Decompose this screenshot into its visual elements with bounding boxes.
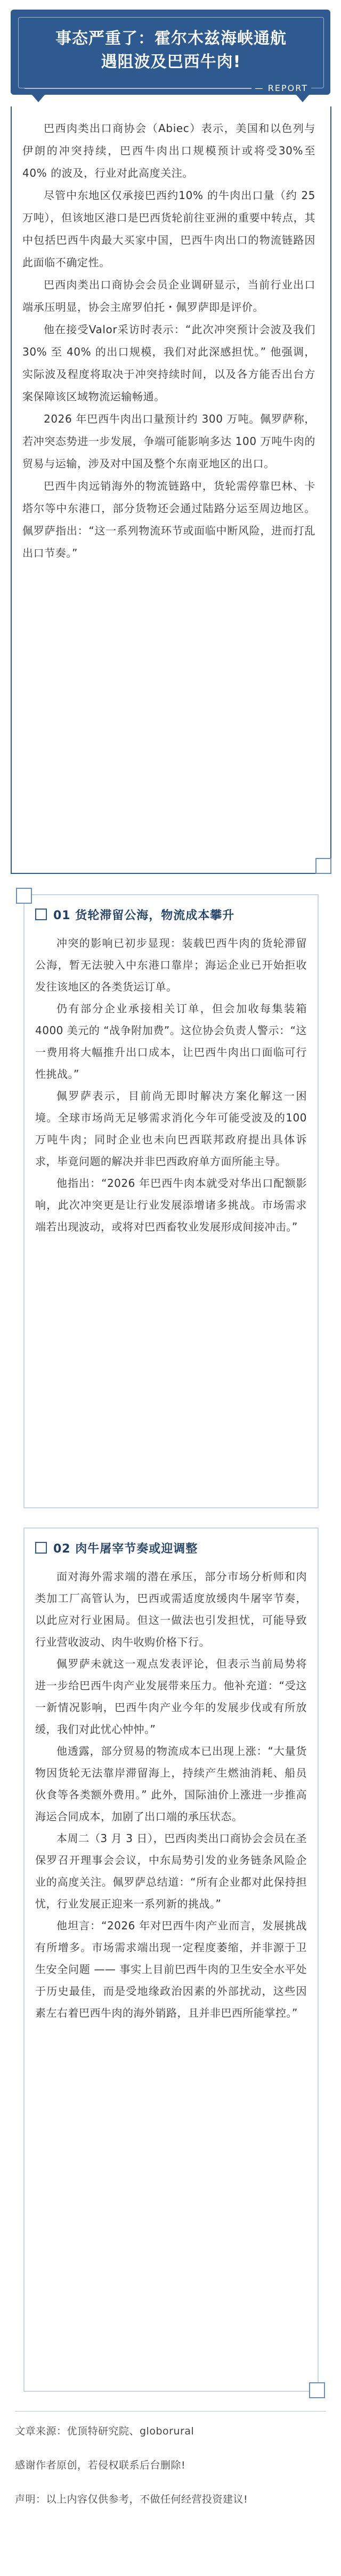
report-divider: [25, 88, 259, 89]
section-1-body: [35, 932, 307, 1238]
intro-paragraph: 巴西肉类出口商协会（Abiec）表示，美国和以色列与伊朗的冲突持续，巴西牛肉出口规模预计或将受30%至 40% 的波及，行业对此高度关注。: [22, 122, 315, 179]
corner-square-icon: [315, 858, 331, 874]
report-text: REPORT: [267, 83, 308, 93]
intro-paragraph: 尽管中东地区仅承接巴西约10% 的牛肉出口量（约 25 万吨），但该地区港口是巴西货轮前往亚洲的重要中转点，其中包括巴西牛肉最大买家中国，巴西牛肉出口的物流链路因此面临不确定性。: [22, 189, 315, 269]
section-paragraph: 他指出：“2026 年巴西牛肉本就受对华出口配额影响，此次冲突更是让行业发展添增诸多挑战。市场需求端若出现波动，或将对巴西畜牧业发展形成间接冲击。”: [35, 1177, 307, 1233]
section-paragraph: 佩罗萨表示，目前尚无即时解决方案化解这一困境。全球市场尚无足够需求消化今年可能受波及的100 万吨牛肉；同时企业也未向巴西联邦政府提出具体诉求，毕竟问题的解决并非巴西政府单方面所能主导。: [35, 1089, 307, 1168]
section-1-title: 01 货轮滞留公海，物流成本攀升: [53, 909, 235, 922]
checkbox-square-icon: [35, 1542, 47, 1554]
article-title-line1: 事态严重了：霍尔木兹海峡通航: [55, 29, 287, 48]
corner-square-icon: [16, 888, 32, 904]
corner-square-icon: [309, 2382, 325, 2398]
report-arrow-icon: —: [254, 83, 268, 93]
header-notch-right: [296, 95, 309, 102]
report-label: [251, 83, 311, 93]
section-paragraph: 他坦言：“2026 年对巴西牛肉产业而言，发展挑战有所增多。市场需求端出现一定程度萎缩，并非源于卫生安全问题 —— 事实上目前巴西牛肉的卫生安全水平处于历史最佳，而是受地缘政治因素的外部扰动，这些因素左右着巴西牛肉的海外销路，且并非巴西所能掌控。”: [35, 1919, 307, 2019]
header-notch-left: [32, 95, 45, 102]
section-2: [23, 1528, 319, 2392]
section-paragraph: 冲突的影响已初步显现：装载巴西牛肉的货轮滞留公海，暂无法驶入中东港口靠岸；海运企业已开始拒收发往该地区的各类货运订单。: [35, 937, 307, 993]
disclaimer: 声明：以上内容仅供参考，不做任何经营投资建议!: [15, 2494, 248, 2505]
section-1: [23, 894, 319, 1508]
footer-divider: [15, 2411, 326, 2412]
section-2-body: [35, 1566, 307, 2024]
article-source: 文章来源：优顶特研究院、globorural: [15, 2425, 194, 2437]
section-paragraph: 佩罗萨未就这一观点发表评论，但表示当前局势将进一步给巴西牛肉产业发展带来压力。他补充道：“受这一新情况影响，巴西牛肉产业今年的发展步伐或有所放缓，我们对此忧心忡忡。”: [35, 1657, 307, 1736]
checkbox-square-icon: [35, 909, 47, 920]
intro-paragraph: 他在接受Valor采访时表示：“此次冲突预计会波及我们 30% 至 40% 的出口规模，我们对此深感担忧。” 他强调，实际波及程度将取决于冲突持续时间，以及各方能否出台方案保障该区域物流运输畅通。: [22, 323, 315, 403]
article-header: [11, 10, 330, 106]
header-inner-border: [18, 17, 324, 88]
section-2-title: 02 肉牛屠宰节奏或迎调整: [53, 1542, 198, 1556]
article-title-line2: 遇阻波及巴西牛肉!: [101, 53, 241, 71]
intro-section: [22, 117, 315, 564]
article-title: [24, 27, 318, 74]
section-paragraph: 仍有部分企业承接相关订单，但会加收每集装箱4000 美元的 “战争附加费”。这位协会负责人警示：“这一费用将大幅推升出口成本，让巴西牛肉出口面临可行性挑战。”: [35, 1002, 307, 1080]
section-paragraph: 本周二（3 月 3 日），巴西肉类出口商协会会员在圣保罗召开理事会会议，中东局势引发的业务链条风险企业的高度关注。佩罗萨总结道：“所有企业都对此保持担忧，行业发展正迎来一系列新的挑战。”: [35, 1832, 307, 1910]
intro-paragraph: 巴西肉类出口商协会会员企业调研显示，当前行业出口端承压明显，协会主席罗伯托・佩罗萨即是评价。: [22, 278, 315, 313]
section-paragraph: 面对海外需求端的潜在承压，部分市场分析师和肉类加工厂高管认为，巴西或需适度放缓肉牛屠宰节奏，以此应对行业困局。但这一做法也引发担忧，可能导致行业营收波动、肉牛收购价格下行。: [35, 1570, 307, 1648]
intro-paragraph: 巴西牛肉远销海外的物流链路中，货轮需停靠巴林、卡塔尔等中东港口，部分货物还会通过陆路分运至周边地区。佩罗萨指出：“这一系列物流环节或面临中断风险，进而打乱出口节奏。”: [22, 480, 315, 559]
section-1-header: [35, 904, 234, 925]
section-2-header: [35, 1537, 198, 1558]
intro-paragraph: 2026 年巴西牛肉出口量预计约 300 万吨。佩罗萨称，若冲突态势进一步发展，争端可能影响多达 100 万吨牛肉的贸易与运输，涉及对中国及整个东南亚地区的出口。: [22, 412, 315, 470]
section-paragraph: 他透露，部分贸易的物流成本已出现上涨：“大量货物因货轮无法靠岸滞留海上，持续产生燃油消耗、船员伙食等各类额外费用。” 此外，国际油价上涨进一步推高海运合同成本，加剧了出口端的承压状态。: [35, 1745, 307, 1823]
thanks-note: 感谢作者原创，若侵权联系后台删除!: [15, 2459, 186, 2471]
article-footer: [15, 2411, 326, 2523]
